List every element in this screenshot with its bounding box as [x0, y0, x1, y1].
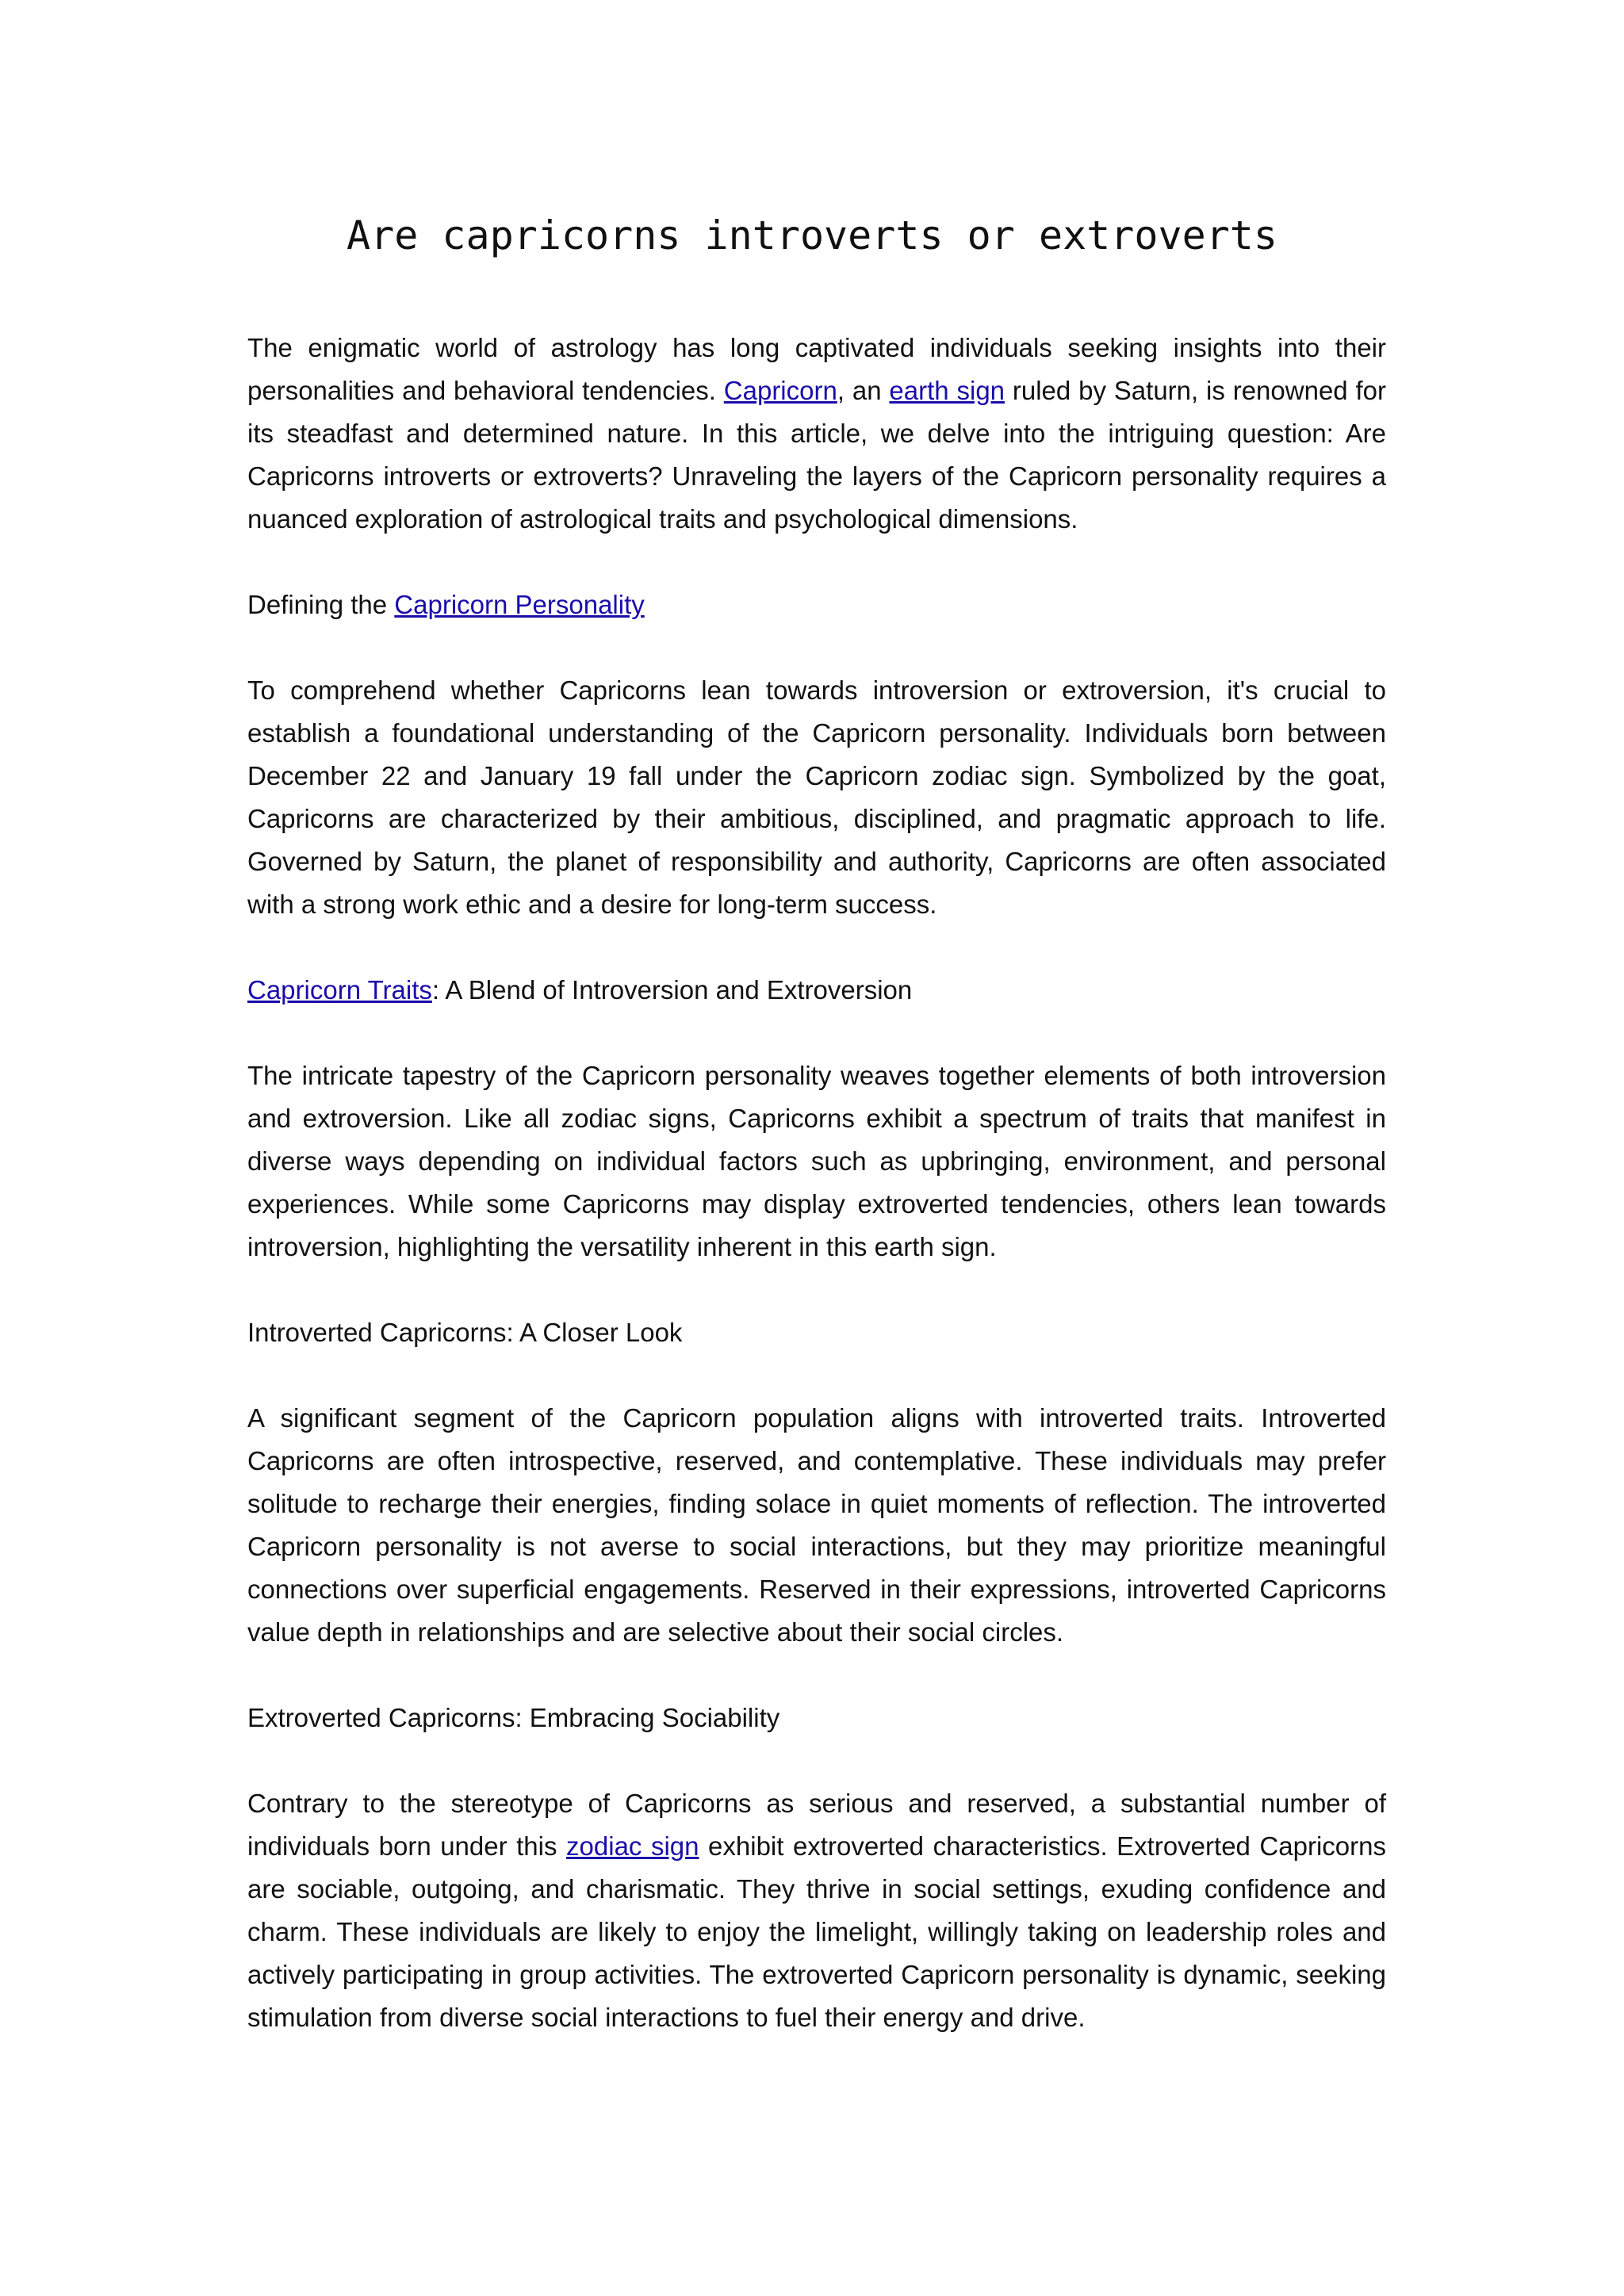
capricorn-traits-link[interactable]: Capricorn Traits [247, 975, 432, 1004]
intro-text-1: The enigmatic world of astrology has long captivated individuals seeking insights into their personalities and behavioral tendencies. [247, 333, 1386, 405]
section-heading-defining [247, 584, 1386, 626]
earth-sign-link[interactable]: earth sign [889, 376, 1005, 405]
intro-paragraph [247, 327, 1386, 541]
article-body [247, 327, 1386, 2082]
section-heading-extroverted: Extroverted Capricorns: Embracing Sociability [247, 1703, 780, 1732]
section-paragraph-extroverted [247, 1782, 1386, 2039]
extro-text-1: Contrary to the stereotype of Capricorns as serious and reserved, a substantial number of individuals born under this [247, 1789, 1386, 1861]
capricorn-link[interactable]: Capricorn [723, 376, 837, 405]
heading-suffix: : A Blend of Introversion and Extroversion [431, 975, 913, 1004]
page-title: Are capricorns introverts or extroverts [347, 212, 1277, 258]
intro-text-3: ruled by Saturn, is renowned for its steadfast and determined nature. In this article, we delve into the intriguing question: Are Capricorns introverts or extroverts? Unraveling the layers of the Capricorn personality requires a nuanced exploration of astrological traits and psychological dimensions. [247, 376, 1387, 534]
heading-prefix: Defining the [247, 590, 395, 619]
section-paragraph-defining: To comprehend whether Capricorns lean towards introversion or extroversion, it's crucial to establish a foundational understanding of the Capricorn personality. Individuals born between December 22 and January 19 fall under the Capricorn zodiac sign. Symbolized by the goat, Capricorns are characterized by their ambitious, disciplined, and pragmatic approach to life. Governed by Saturn, the planet of responsibility and authority, Capricorns are often associated with a strong work ethic and a desire for long-term success. [247, 675, 1386, 919]
section-heading-traits [247, 969, 1386, 1012]
extro-text-2: exhibit extroverted characteristics. Extroverted Capricorns are sociable, outgoing, and charismatic. They thrive in social settings, exuding confidence and charm. These individuals are likely to enjoy the limelight, willingly taking on leadership roles and actively participating in group activities. The extroverted Capricorn personality is dynamic, seeking stimulation from diverse social interactions to fuel their energy and drive. [247, 1831, 1386, 2032]
section-paragraph-introverted: A significant segment of the Capricorn population aligns with introverted traits. Introverted Capricorns are often introspective, reserved, and contemplative. These individuals may prefer solitude to recharge their energies, finding solace in quiet moments of reflection. The introverted Capricorn personality is not averse to social interactions, but they may prioritize meaningful connections over superficial engagements. Reserved in their expressions, introverted Capricorns value depth in relationships and are selective about their social circles. [247, 1403, 1386, 1647]
section-heading-introverted: Introverted Capricorns: A Closer Look [247, 1318, 683, 1347]
section-paragraph-traits: The intricate tapestry of the Capricorn personality weaves together elements of both introversion and extroversion. Like all zodiac signs, Capricorns exhibit a spectrum of traits that manifest in diverse ways depending on individual factors such as upbringing, environment, and personal experiences. While some Capricorns may display extroverted tendencies, others lean towards introversion, highlighting the versatility inherent in this earth sign. [247, 1061, 1386, 1261]
intro-text-2: , an [837, 376, 890, 405]
zodiac-sign-link[interactable]: zodiac sign [566, 1831, 699, 1861]
capricorn-personality-link[interactable]: Capricorn Personality [394, 590, 645, 619]
